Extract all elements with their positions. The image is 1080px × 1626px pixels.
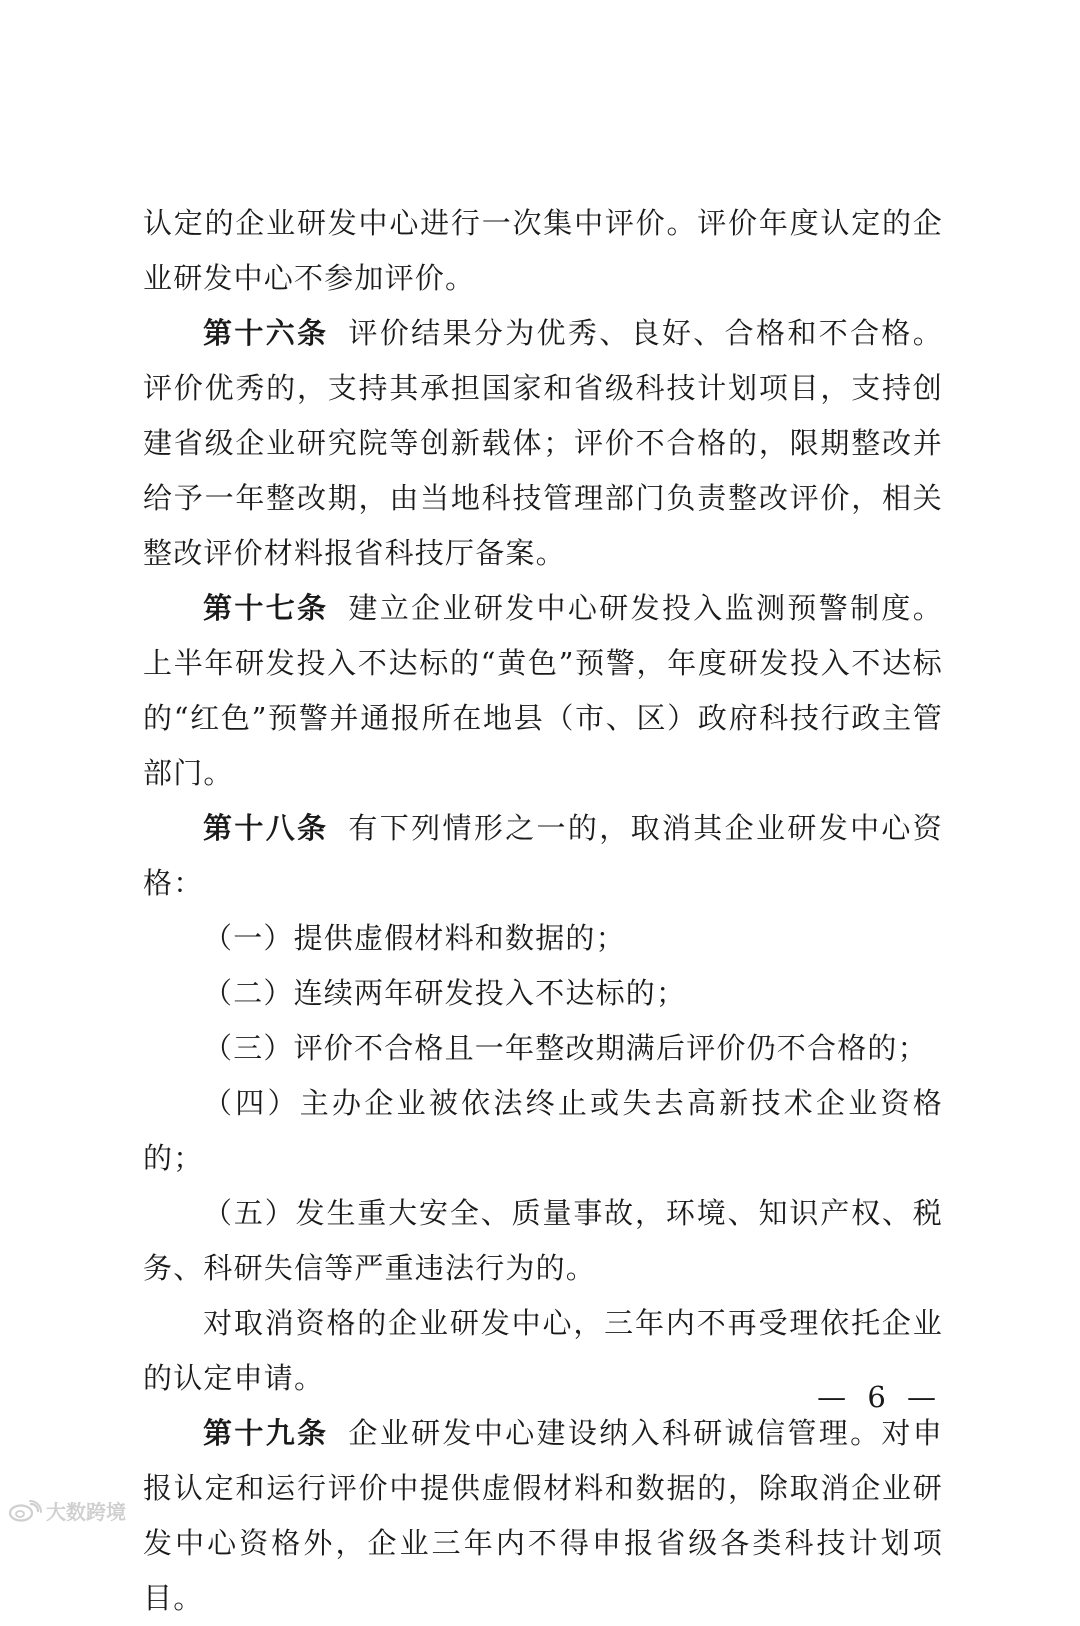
paragraph — [143, 801, 943, 911]
paragraph-text: （五）发生重大安全、质量事故，环境、知识产权、税务、科研失信等严重违法行为的。 — [143, 1196, 943, 1285]
paragraph-text: （二）连续两年研发投入不达标的； — [203, 976, 687, 1010]
paragraph-text: 评价结果分为优秀、良好、合格和不合格。评价优秀的，支持其承担国家和省级科技计划项目，支持创建省级企业研究院等创新载体；评价不合格的，限期整改并给予一年整改期，由当地科技管理部门负责整改评价，相关整改评价材料报省科技厅备案。 — [143, 316, 943, 570]
paragraph-text: 企业研发中心建设纳入科研诚信管理。对申报认定和运行评价中提供虚假材料和数据的，除取消企业研发中心资格外，企业三年内不得申报省级各类科技计划项目。 — [143, 1416, 943, 1615]
paragraph — [143, 1406, 943, 1626]
paragraph — [143, 196, 943, 306]
paragraph-text: （一）提供虚假材料和数据的； — [203, 921, 626, 955]
article-number: 第十七条 — [203, 591, 329, 625]
paragraph — [143, 1021, 943, 1076]
paragraph — [143, 581, 943, 801]
weibo-logo-icon — [8, 1500, 42, 1522]
paragraph-text: （三）评价不合格且一年整改期满后评价仍不合格的； — [203, 1031, 928, 1065]
paragraph-text: 认定的企业研发中心进行一次集中评价。评价年度认定的企业研发中心不参加评价。 — [143, 206, 943, 295]
article-number: 第十九条 — [203, 1416, 329, 1450]
article-number: 第十八条 — [203, 811, 329, 845]
paragraph — [143, 1186, 943, 1296]
watermark — [8, 1496, 126, 1525]
paragraph — [143, 911, 943, 966]
paragraph-text: （四）主办企业被依法终止或失去高新技术企业资格的； — [143, 1086, 943, 1175]
article-number: 第十六条 — [203, 316, 329, 350]
paragraph — [143, 306, 943, 581]
paragraph-text: 对取消资格的企业研发中心，三年内不再受理依托企业的认定申请。 — [143, 1306, 943, 1395]
paragraph — [143, 966, 943, 1021]
page-number: — 6 — — [817, 1380, 942, 1414]
paragraph-text: 建立企业研发中心研发投入监测预警制度。上半年研发投入不达标的“黄色”预警，年度研发投入不达标的“红色”预警并通报所在地县（市、区）政府科技行政主管部门。 — [143, 591, 943, 790]
paragraph-text: 有下列情形之一的，取消其企业研发中心资格： — [143, 811, 943, 900]
paragraph — [143, 1076, 943, 1186]
watermark-text: 大数跨境 — [46, 1500, 126, 1524]
